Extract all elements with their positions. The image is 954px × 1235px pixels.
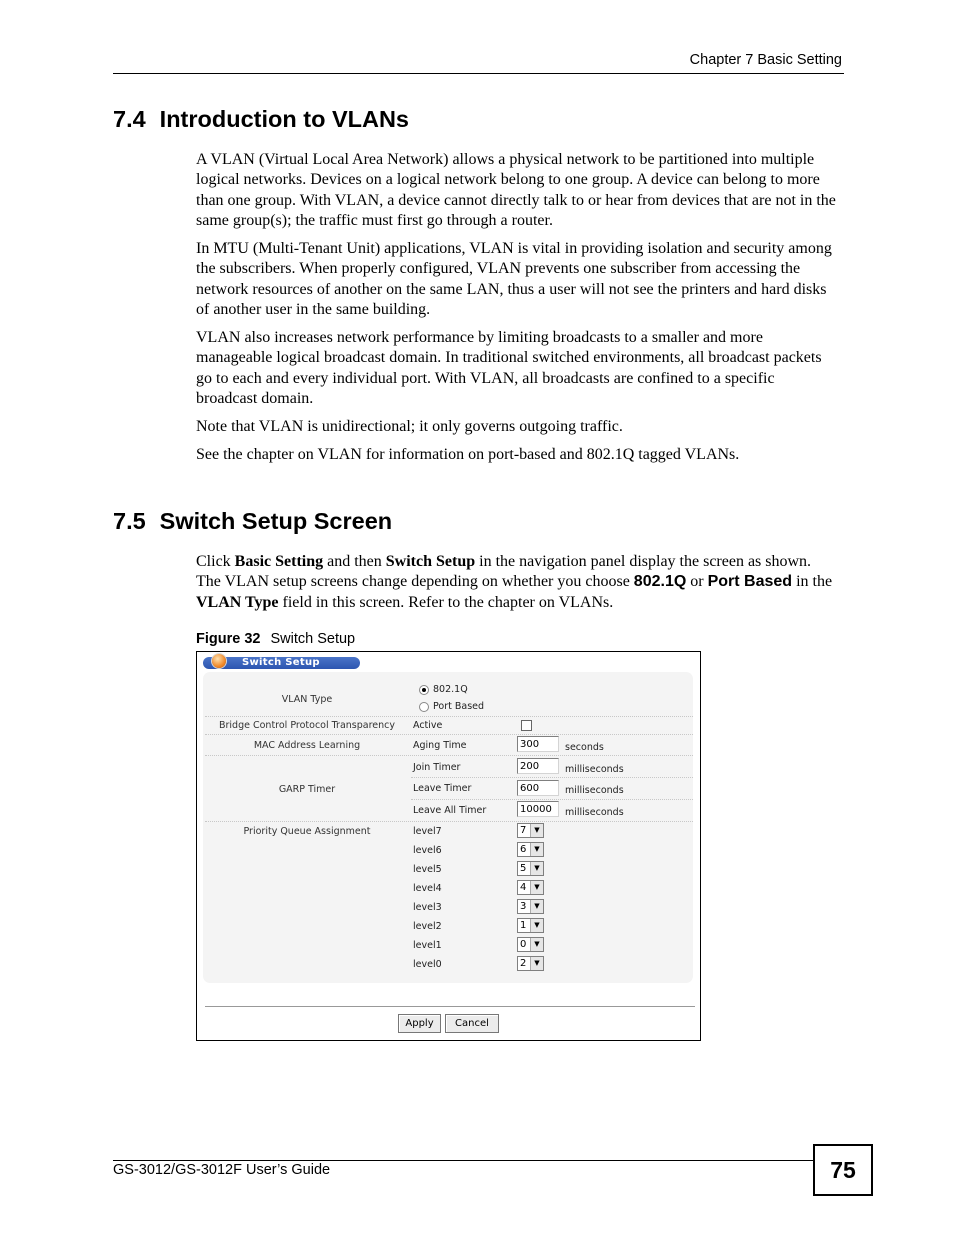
select-value: 4 [520, 882, 527, 893]
paragraph-see-chapter: See the chapter on VLAN for information on port-based and 802.1Q tagged VLANs. [196, 446, 740, 463]
level3-select[interactable] [517, 899, 544, 914]
chevron-down-icon[interactable]: ▼ [530, 862, 543, 875]
radio-port-based[interactable] [419, 702, 429, 712]
radio-8021q[interactable] [419, 685, 429, 695]
level7-label: level7 [413, 826, 442, 837]
vlan-option-port-based[interactable] [419, 701, 484, 712]
level2-label: level2 [413, 921, 442, 932]
level6-select[interactable] [517, 842, 544, 857]
cancel-button[interactable]: Cancel [445, 1014, 499, 1033]
radio-label: 802.1Q [433, 684, 468, 695]
select-value: 7 [520, 825, 527, 836]
level5-select[interactable] [517, 861, 544, 876]
chevron-down-icon[interactable]: ▼ [530, 938, 543, 951]
page-number: 75 [813, 1144, 873, 1196]
level0-select[interactable] [517, 956, 544, 971]
level1-label: level1 [413, 940, 442, 951]
row-divider [205, 734, 693, 735]
header-rule [113, 73, 844, 74]
section-title: Introduction to VLANs [159, 106, 410, 132]
join-timer-unit: milliseconds [565, 764, 624, 775]
level2-select[interactable] [517, 918, 544, 933]
leave-timer-label: Leave Timer [413, 783, 472, 794]
text-run-bold: Basic Setting [234, 553, 324, 570]
level6-label: level6 [413, 845, 442, 856]
paragraph-click-instructions [196, 552, 836, 613]
level3-label: level3 [413, 902, 442, 913]
figure-caption [196, 631, 355, 647]
button-separator [205, 1006, 695, 1007]
select-value: 1 [520, 920, 527, 931]
text-run-bold: Switch Setup [385, 553, 476, 570]
apply-button[interactable]: Apply [398, 1014, 441, 1033]
chevron-down-icon[interactable]: ▼ [530, 843, 543, 856]
paragraph-performance: VLAN also increases network performance by limiting broadcasts to a smaller and more manageable logical broadcast domain. In traditional switched environments, all broadcast packets go to each and every individual port. With VLAN, all broadcasts are confined to a specific broadcast domain. [196, 329, 822, 407]
leave-timer-input[interactable]: 600 [517, 780, 559, 796]
priority-queue-label: Priority Queue Assignment [243, 826, 371, 837]
section-number: 7.4 [113, 106, 146, 132]
text-run-bold: VLAN Type [196, 593, 279, 611]
row-divider [411, 777, 693, 778]
row-divider [205, 716, 693, 717]
leave-all-timer-label: Leave All Timer [413, 805, 487, 816]
footer-guide-title: GS-3012/GS-3012F User’s Guide [113, 1162, 331, 1178]
paragraph-unidirectional: Note that VLAN is unidirectional; it only governs outgoing traffic. [196, 418, 623, 435]
chevron-down-icon[interactable]: ▼ [530, 881, 543, 894]
leave-all-timer-unit: milliseconds [565, 807, 624, 818]
select-value: 2 [520, 958, 527, 969]
switch-setup-screenshot [196, 651, 701, 1041]
chevron-down-icon[interactable]: ▼ [530, 957, 543, 970]
section-7-5-heading [113, 508, 392, 535]
bcpt-active-label: Active [413, 720, 443, 731]
radio-label: Port Based [433, 701, 485, 712]
select-value: 5 [520, 863, 527, 874]
vlan-type-label: VLAN Type [281, 694, 333, 705]
section-number: 7.5 [113, 508, 146, 534]
text-run: or [690, 573, 704, 591]
level4-label: level4 [413, 883, 442, 894]
row-divider [205, 755, 693, 756]
section-title: Switch Setup Screen [159, 508, 393, 534]
text-run: Click [196, 553, 231, 570]
text-run-bold: Port Based [707, 573, 793, 591]
leave-all-timer-input[interactable]: 10000 [517, 801, 559, 817]
aging-time-label: Aging Time [413, 740, 467, 751]
chevron-down-icon[interactable]: ▼ [530, 919, 543, 932]
bcpt-label: Bridge Control Protocol Transparency [218, 720, 395, 731]
level1-select[interactable] [517, 937, 544, 952]
garp-timer-label: GARP Timer [278, 784, 336, 795]
chevron-down-icon[interactable]: ▼ [530, 824, 543, 837]
paragraph-vlan-intro: A VLAN (Virtual Local Area Network) allows a physical network to be partitioned into multiple logical networks. Devices on a logical network belong to one group. A device can belong to more than one group. With VLAN, a device cannot directly talk to or hear from devices that are not in the same group(s); the traffic must first go through a router. [196, 151, 836, 229]
text-run-bold: 802.1Q [633, 573, 687, 591]
running-header: Chapter 7 Basic Setting [689, 52, 842, 68]
text-run: in the navigation panel display the screen as shown. The VLAN setup screens change depending on whether you choose [196, 553, 812, 591]
level5-label: level5 [413, 864, 442, 875]
select-value: 3 [520, 901, 527, 912]
mac-learning-label: MAC Address Learning [253, 740, 361, 751]
join-timer-input[interactable]: 200 [517, 758, 559, 774]
select-value: 0 [520, 939, 527, 950]
level0-label: level0 [413, 959, 442, 970]
join-timer-label: Join Timer [413, 762, 461, 773]
figure-label: Figure 32 [196, 631, 261, 647]
aging-time-input[interactable]: 300 [517, 736, 559, 752]
footer-rule [113, 1160, 813, 1161]
row-divider [205, 821, 693, 822]
aging-time-unit: seconds [565, 742, 604, 753]
paragraph-mtu: In MTU (Multi-Tenant Unit) applications, VLAN is vital in providing isolation and security among the subscribers. When properly configured, VLAN prevents one subscriber from accessing the network resources of another on the same LAN, thus a user will not see the printers and hard disks of another user in the same building. [196, 240, 832, 318]
screen-title: Switch Setup [242, 657, 320, 668]
level7-select[interactable] [517, 823, 544, 838]
text-run: in the [796, 573, 833, 591]
section-7-4-heading [113, 106, 409, 133]
select-value: 6 [520, 844, 527, 855]
vlan-option-8021q[interactable] [419, 684, 468, 695]
level4-select[interactable] [517, 880, 544, 895]
bcpt-active-checkbox[interactable] [521, 720, 532, 731]
chevron-down-icon[interactable]: ▼ [530, 900, 543, 913]
figure-title: Switch Setup [270, 631, 356, 647]
text-run: field in this screen. Refer to the chapter on VLANs. [282, 593, 614, 611]
row-divider [411, 799, 693, 800]
leave-timer-unit: milliseconds [565, 785, 624, 796]
title-orb-icon [212, 654, 226, 668]
text-run: and then [327, 553, 382, 570]
